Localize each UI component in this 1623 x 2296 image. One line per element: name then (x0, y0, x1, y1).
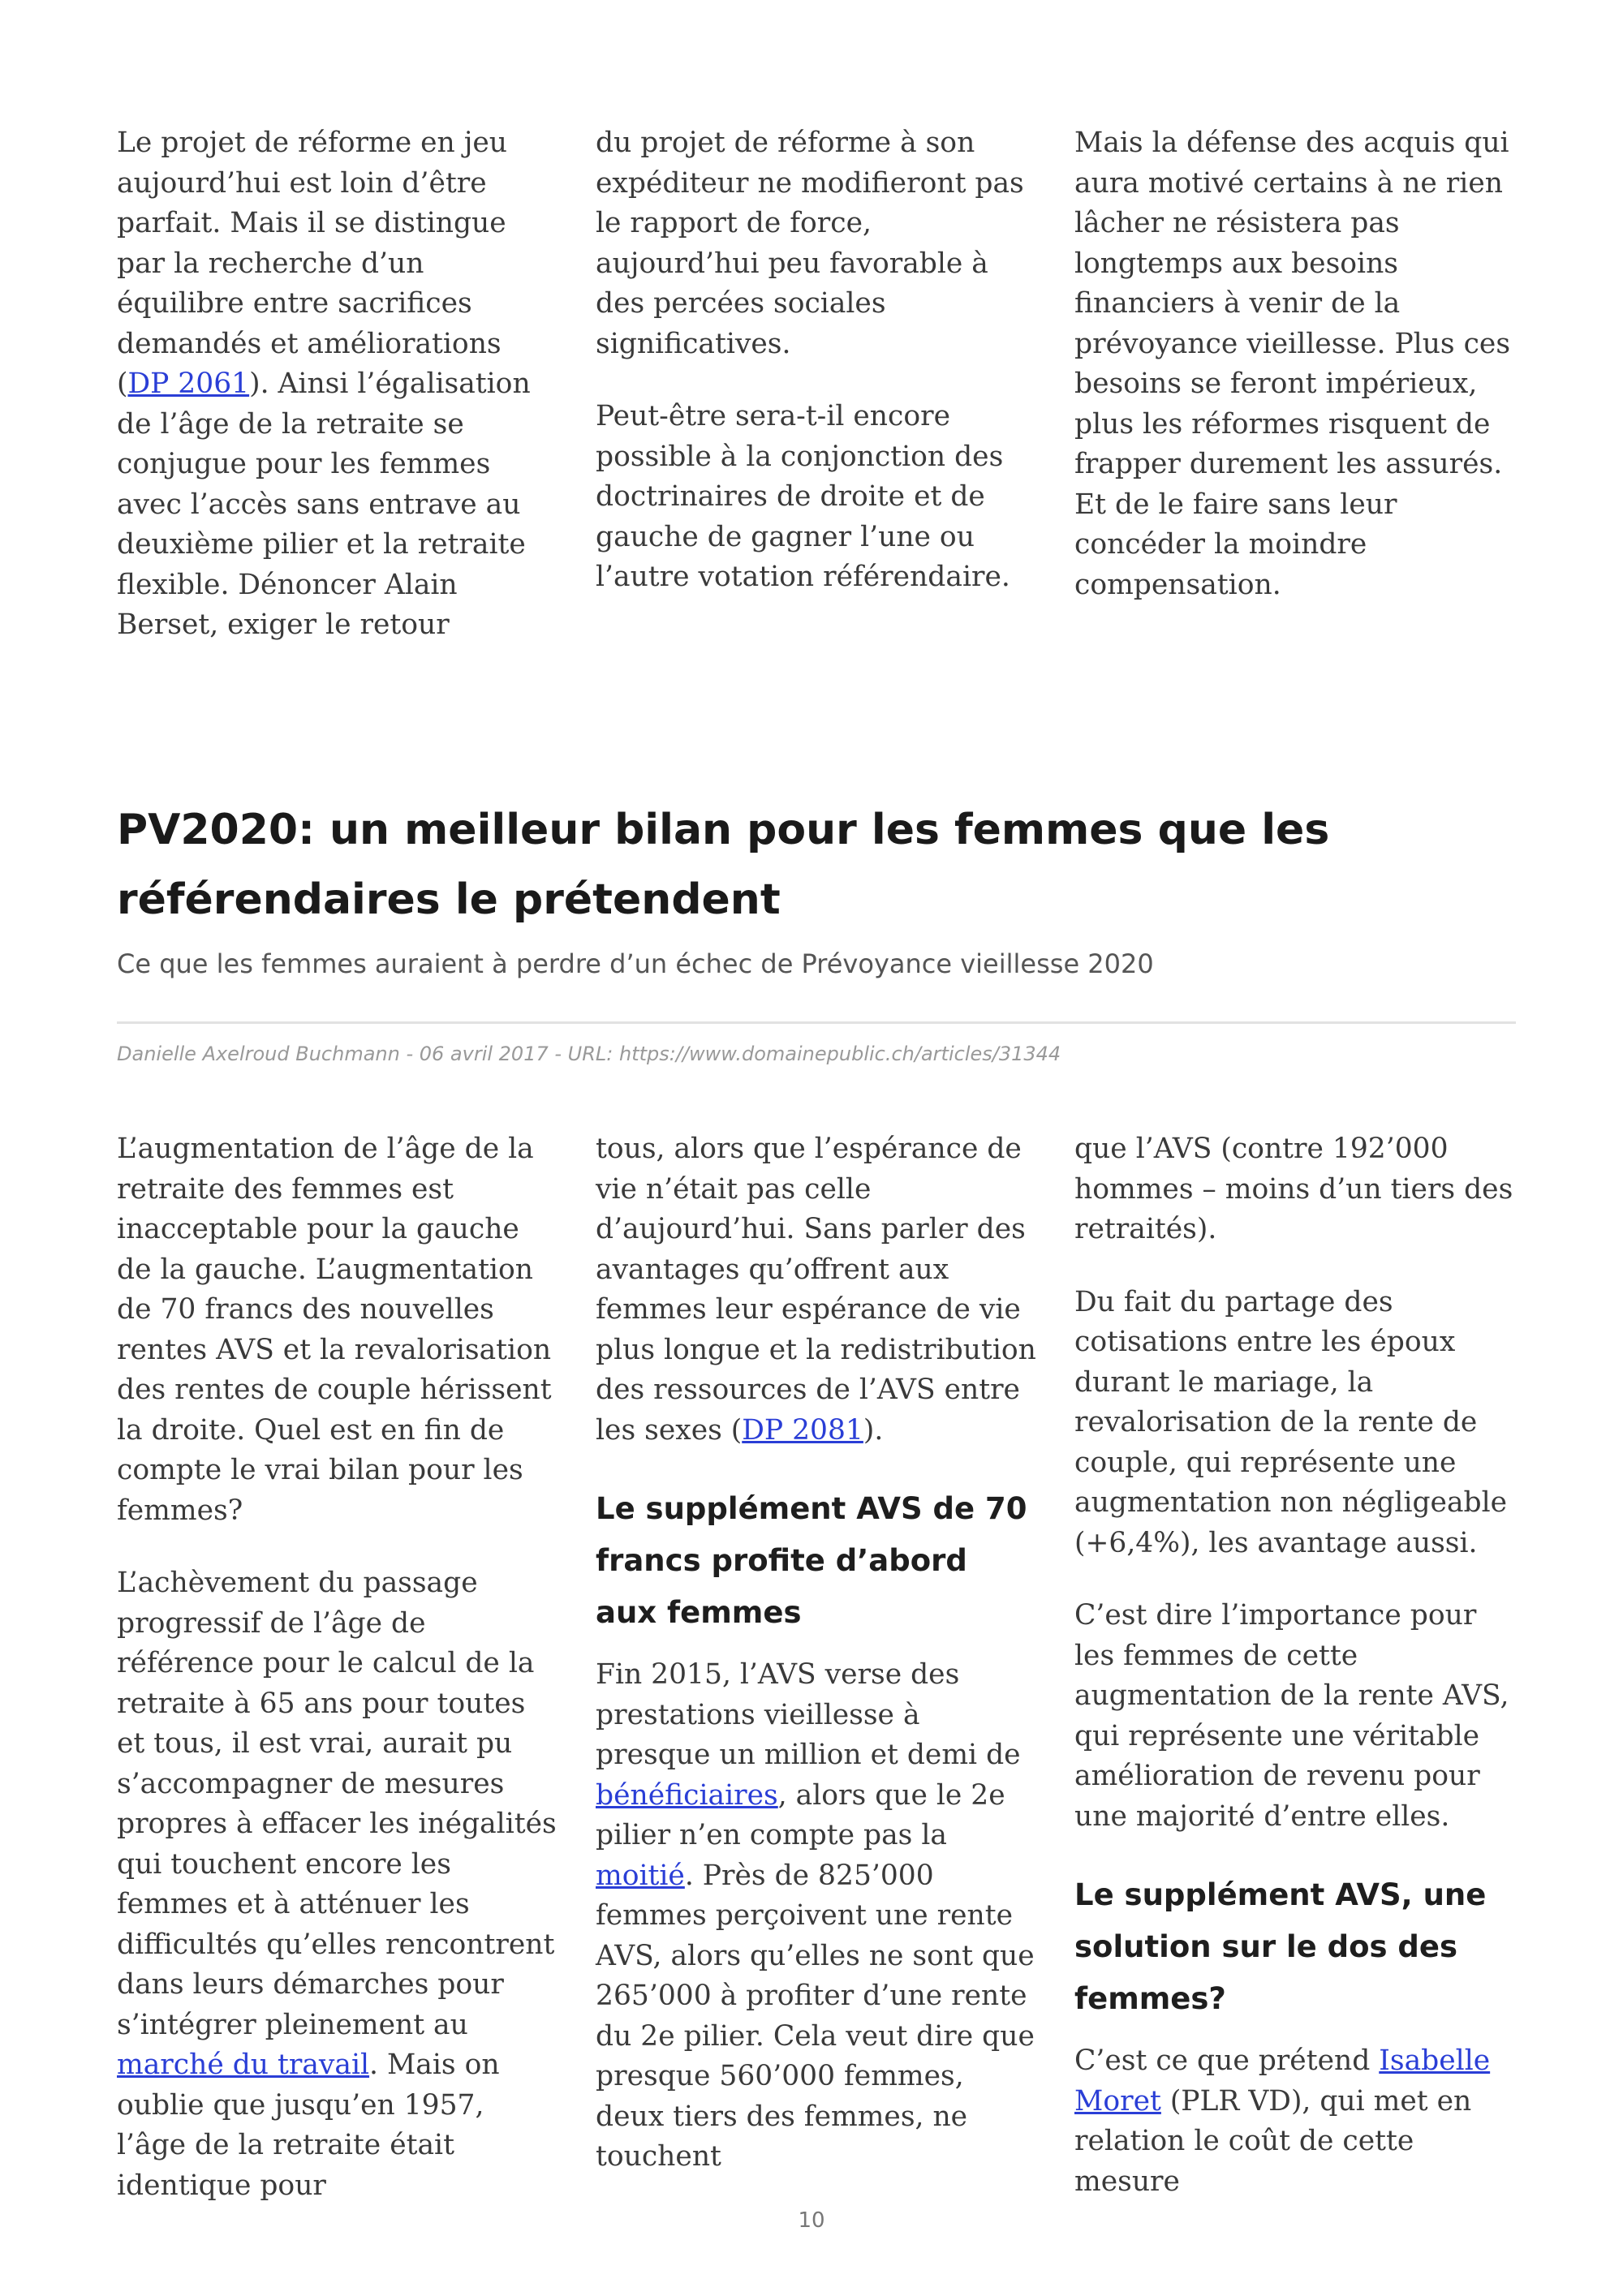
link-dp-2081[interactable]: DP 2081 (742, 1413, 863, 1447)
body-column-1 (117, 1129, 558, 2206)
top-column-2 (596, 123, 1037, 646)
link-isabelle-moret[interactable]: Isabelle Moret (1074, 2044, 1491, 2118)
paragraph: Le projet de réforme en jeu aujourd’hui est loin d’être parfait. Mais il se distingue par la recherche d’un équilibre entre sacrifices demandés et améliorations (DP 2061). Ainsi l’égalisation de l’âge de la retraite se conjugue pour les femmes avec l’accès sans entrave au deuxième pilier et la retraite flexible. Dénoncer Alain Berset, exiger le retour (117, 127, 531, 641)
paragraph: C’est dire l’importance pour les femmes de cette augmentation de la rente AVS, qui représente une véritable amélioration de revenu pour une majorité d’entre elles. (1074, 1599, 1509, 1833)
section-heading: Le supplément AVS de 70 francs profite d’abord aux femmes (596, 1491, 1027, 1630)
paragraph: Du fait du partage des cotisations entre les époux durant le mariage, la revalorisation de la rente de couple, qui représente une augmentation non négligeable (+6,4%), les avantage aussi. (1074, 1285, 1508, 1559)
link-beneficiaires[interactable]: bénéficiaires (596, 1778, 778, 1812)
paragraph: Peut-être sera-t-il encore possible à la conjonction des doctrinaires de droite et de gauche de gagner l’une ou l’autre votation référendaire. (596, 400, 1010, 593)
paragraph: du projet de réforme à son expéditeur ne modifieront pas le rapport de force, aujourd’hui peu favorable à des percées sociales significatives. (596, 127, 1024, 360)
divider (117, 1021, 1516, 1024)
body-column-3 (1074, 1129, 1516, 2206)
link-dp-2061[interactable]: DP 2061 (127, 368, 250, 400)
link-moitie[interactable]: moitié (596, 1859, 685, 1892)
link-marche-du-travail[interactable]: marché du travail (117, 2049, 370, 2081)
paragraph: L’achèvement du passage progressif de l’âge de référence pour le calcul de la retraite à 65 ans pour toutes et tous, il est vrai, aurait pu s’accompagner de mesures propres à effacer les inégalités qui touchent encore les femmes et à atténuer les difficultés qu’elles rencontrent dans leurs démarches pour s’intégrer pleinement au marché du travail. Mais on oublie que jusqu’en 1957, l’âge de la retraite était identique pour (117, 1567, 557, 2202)
top-column-3 (1074, 123, 1516, 646)
page-number: 10 (798, 2208, 825, 2233)
body-column-2 (596, 1129, 1037, 2206)
article-header (117, 795, 1516, 982)
article-byline: Danielle Axelroud Buchmann - 06 avril 2017 - URL: https://www.domainepublic.ch/articles/31344 (117, 1043, 1061, 1065)
paragraph: Mais la défense des acquis qui aura motivé certains à ne rien lâcher ne résistera pas longtemps aux besoins financiers à venir de la prévoyance vieillesse. Plus ces besoins se feront impérieux, plus les réformes risquent de frapper durement les assurés. Et de le faire sans leur concéder la moindre compensation. (1074, 127, 1511, 601)
section-heading: Le supplément AVS, une solution sur le dos des femmes? (1074, 1877, 1487, 2016)
top-columns (117, 123, 1516, 646)
article-subtitle: Ce que les femmes auraient à perdre d’un échec de Prévoyance vieillesse 2020 (117, 948, 1154, 979)
paragraph: L’augmentation de l’âge de la retraite des femmes est inacceptable pour la gauche de la gauche. L’augmentation de 70 francs des nouvelles rentes AVS et la revalorisation des rentes de couple hérissent la droite. Quel est en fin de compte le vrai bilan pour les femmes? (117, 1133, 552, 1527)
article-body (117, 1129, 1516, 2206)
paragraph: Fin 2015, l’AVS verse des prestations vieillesse à presque un million et demi de bénéficiaires, alors que le 2e pilier n’en compte pas la moitié. Près de 825’000 femmes perçoivent une rente AVS, alors qu’elles ne sont que 265’000 à profiter d’une rente du 2e pilier. Cela veut dire que presque 560’000 femmes, deux tiers des femmes, ne touchent (596, 1658, 1035, 2173)
article-title: PV2020: un meilleur bilan pour les femmes que les référendaires le prétendent (117, 806, 1330, 924)
paragraph: tous, alors que l’espérance de vie n’était pas celle d’aujourd’hui. Sans parler des avantages qu’offrent aux femmes leur espérance de vie plus longue et la redistribution des ressources de l’AVS entre les sexes (DP 2081). (596, 1133, 1036, 1447)
top-column-1 (117, 123, 558, 646)
paragraph: que l’AVS (contre 192’000 hommes – moins d’un tiers des retraités). (1074, 1133, 1513, 1245)
paragraph: C’est ce que prétend Isabelle Moret (PLR VD), qui met en relation le coût de cette mesure (1074, 2044, 1491, 2198)
